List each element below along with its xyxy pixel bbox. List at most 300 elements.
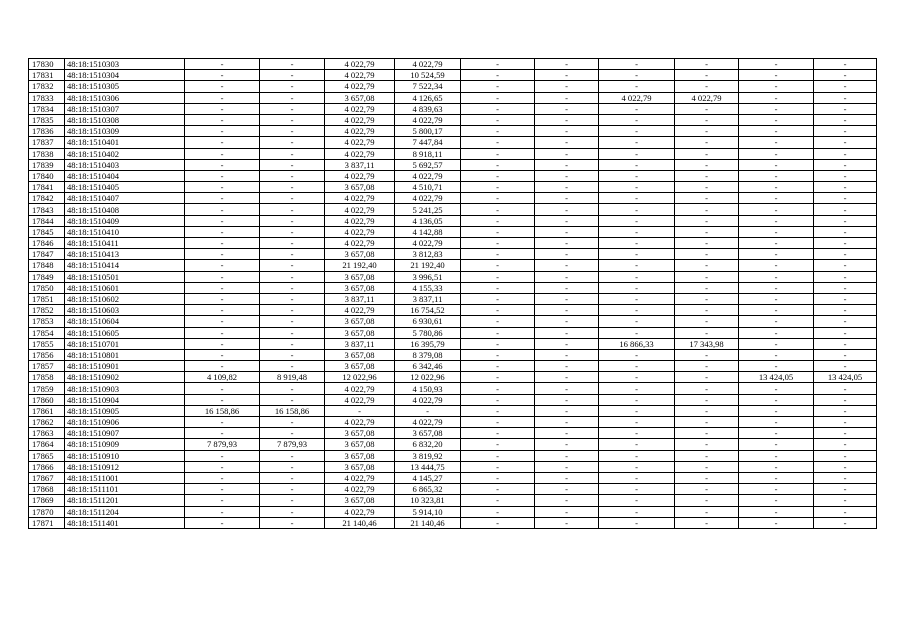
value-cell: - [185,316,260,327]
value-cell: - [739,316,814,327]
value-cell: - [739,506,814,517]
value-cell: - [260,293,325,304]
value-cell: - [739,114,814,125]
row-number-cell: 17831 [29,70,65,81]
value-cell: - [461,215,535,226]
value-cell: - [675,204,739,215]
value-cell: - [461,428,535,439]
value-cell: - [599,517,675,528]
cadastral-number-cell: 48:18:1510409 [65,215,185,226]
value-cell: - [814,271,877,282]
value-cell: - [599,349,675,360]
value-cell: - [739,193,814,204]
value-cell: 4 022,79 [395,394,461,405]
value-cell: 4 022,79 [395,114,461,125]
value-cell: - [535,484,599,495]
value-cell: - [739,249,814,260]
value-cell: - [185,70,260,81]
value-cell: - [461,103,535,114]
value-cell: - [260,361,325,372]
value-cell: - [461,170,535,181]
value-cell: - [461,305,535,316]
value-cell: - [599,405,675,416]
row-number-cell: 17830 [29,59,65,70]
value-cell: 4 022,79 [325,472,395,483]
value-cell: - [535,137,599,148]
value-cell: - [535,59,599,70]
value-cell: - [535,316,599,327]
value-cell: - [260,126,325,137]
value-cell: - [260,394,325,405]
value-cell: - [739,159,814,170]
row-number-cell: 17856 [29,349,65,360]
value-cell: - [814,417,877,428]
cadastral-number-cell: 48:18:1511001 [65,472,185,483]
table-row [29,193,877,204]
value-cell: 4 022,79 [325,81,395,92]
value-cell: - [260,182,325,193]
value-cell: - [260,226,325,237]
value-cell: 4 136,05 [395,215,461,226]
value-cell: - [675,282,739,293]
value-cell: - [395,405,461,416]
value-cell: 6 865,32 [395,484,461,495]
table-row [29,148,877,159]
value-cell: - [675,215,739,226]
value-cell: - [535,148,599,159]
value-cell: 4 022,79 [325,226,395,237]
value-cell: 4 022,79 [325,126,395,137]
table-row [29,137,877,148]
value-cell: - [599,506,675,517]
value-cell: 4 022,79 [675,92,739,103]
value-cell: - [739,271,814,282]
table-row [29,405,877,416]
value-cell: 3 657,08 [325,495,395,506]
table-row [29,293,877,304]
value-cell: 3 657,08 [325,316,395,327]
value-cell: - [260,450,325,461]
value-cell: - [185,271,260,282]
value-cell: - [260,338,325,349]
value-cell: - [185,349,260,360]
value-cell: - [739,383,814,394]
table-row [29,114,877,125]
value-cell: 16 395,79 [395,338,461,349]
value-cell: - [535,215,599,226]
value-cell: - [535,349,599,360]
row-number-cell: 17844 [29,215,65,226]
cadastral-number-cell: 48:18:1510603 [65,305,185,316]
value-cell: - [461,383,535,394]
table-row [29,428,877,439]
value-cell: - [814,361,877,372]
value-cell: - [599,495,675,506]
value-cell: - [260,305,325,316]
value-cell: - [675,349,739,360]
value-cell: - [260,215,325,226]
value-cell: 3 657,08 [325,92,395,103]
value-cell: - [260,417,325,428]
value-cell: - [535,182,599,193]
value-cell: - [185,417,260,428]
value-cell: - [461,461,535,472]
value-cell: - [814,126,877,137]
value-cell: - [814,114,877,125]
value-cell: - [461,282,535,293]
table-row [29,204,877,215]
value-cell: - [675,70,739,81]
cadastral-number-cell: 48:18:1510403 [65,159,185,170]
value-cell: - [814,226,877,237]
value-cell: - [461,159,535,170]
cadastral-number-cell: 48:18:1510407 [65,193,185,204]
value-cell: - [599,103,675,114]
value-cell: 4 022,79 [395,193,461,204]
value-cell: - [260,495,325,506]
table-row [29,249,877,260]
value-cell: 7 879,93 [260,439,325,450]
value-cell: 5 800,17 [395,126,461,137]
value-cell: - [260,484,325,495]
value-cell: 4 022,79 [325,305,395,316]
value-cell: - [535,204,599,215]
value-cell: - [185,249,260,260]
value-cell: - [535,226,599,237]
value-cell: - [185,148,260,159]
value-cell: - [185,238,260,249]
value-cell: - [461,137,535,148]
value-cell: - [461,517,535,528]
value-cell: - [260,159,325,170]
cadastral-number-cell: 48:18:1510701 [65,338,185,349]
value-cell: 4 022,79 [325,170,395,181]
value-cell: - [185,215,260,226]
value-cell: - [260,193,325,204]
value-cell: - [535,472,599,483]
table-row [29,417,877,428]
value-cell: - [675,484,739,495]
value-cell: - [599,193,675,204]
value-cell: - [814,383,877,394]
row-number-cell: 17861 [29,405,65,416]
value-cell: - [739,517,814,528]
cadastral-number-cell: 48:18:1510912 [65,461,185,472]
value-cell: - [599,215,675,226]
cadastral-number-cell: 48:18:1510801 [65,349,185,360]
value-cell: - [675,249,739,260]
row-number-cell: 17855 [29,338,65,349]
value-cell: - [739,170,814,181]
value-cell: - [675,472,739,483]
cadastral-number-cell: 48:18:1510601 [65,282,185,293]
value-cell: - [599,316,675,327]
value-cell: - [675,517,739,528]
value-cell: 21 192,40 [325,260,395,271]
value-cell: - [814,305,877,316]
value-cell: - [599,327,675,338]
value-cell: - [185,305,260,316]
value-cell: - [535,249,599,260]
value-cell: - [185,383,260,394]
cadastral-number-cell: 48:18:1510906 [65,417,185,428]
value-cell: - [185,126,260,137]
value-cell: - [260,249,325,260]
cadastral-number-cell: 48:18:1510413 [65,249,185,260]
value-cell: - [739,238,814,249]
table-row [29,226,877,237]
value-cell: 7 879,93 [185,439,260,450]
value-cell: - [260,271,325,282]
value-cell: - [739,215,814,226]
row-number-cell: 17841 [29,182,65,193]
value-cell: 3 657,08 [325,271,395,282]
value-cell: - [461,126,535,137]
value-cell: 4 150,93 [395,383,461,394]
row-number-cell: 17837 [29,137,65,148]
value-cell: 6 930,61 [395,316,461,327]
value-cell: 4 022,79 [395,238,461,249]
value-cell: - [814,92,877,103]
value-cell: - [535,170,599,181]
value-cell: - [461,361,535,372]
value-cell: 4 022,79 [325,506,395,517]
value-cell: - [814,394,877,405]
value-cell: - [814,439,877,450]
value-cell: - [599,260,675,271]
value-cell: 3 657,08 [325,428,395,439]
value-cell: 4 022,79 [325,103,395,114]
row-number-cell: 17858 [29,372,65,383]
table-row [29,305,877,316]
value-cell: - [739,461,814,472]
cadastral-number-cell: 48:18:1510404 [65,170,185,181]
value-cell: - [814,472,877,483]
value-cell: 16 866,33 [599,338,675,349]
row-number-cell: 17836 [29,126,65,137]
value-cell: - [599,484,675,495]
value-cell: 3 819,92 [395,450,461,461]
value-cell: - [599,282,675,293]
cadastral-number-cell: 48:18:1510304 [65,70,185,81]
value-cell: - [461,182,535,193]
value-cell: 4 142,88 [395,226,461,237]
value-cell: - [260,517,325,528]
value-cell: - [535,159,599,170]
value-cell: - [599,226,675,237]
value-cell: - [814,461,877,472]
value-cell: - [185,170,260,181]
value-cell: - [739,293,814,304]
value-cell: - [675,439,739,450]
cadastral-number-cell: 48:18:1510303 [65,59,185,70]
value-cell: - [260,114,325,125]
value-cell: - [461,394,535,405]
value-cell: 4 145,27 [395,472,461,483]
value-cell: 3 837,11 [325,338,395,349]
value-cell: - [260,238,325,249]
cadastral-number-cell: 48:18:1510604 [65,316,185,327]
value-cell: - [535,305,599,316]
table-row [29,450,877,461]
value-cell: - [461,249,535,260]
value-cell: 4 022,79 [325,417,395,428]
value-cell: 4 126,65 [395,92,461,103]
value-cell: - [739,59,814,70]
row-number-cell: 17870 [29,506,65,517]
row-number-cell: 17846 [29,238,65,249]
row-number-cell: 17860 [29,394,65,405]
row-number-cell: 17852 [29,305,65,316]
table-row [29,59,877,70]
row-number-cell: 17853 [29,316,65,327]
value-cell: - [739,338,814,349]
row-number-cell: 17850 [29,282,65,293]
value-cell: - [814,70,877,81]
cadastral-number-cell: 48:18:1510401 [65,137,185,148]
value-cell: 4 155,33 [395,282,461,293]
value-cell: 5 914,10 [395,506,461,517]
value-cell: - [675,271,739,282]
value-cell: - [739,472,814,483]
value-cell: - [675,59,739,70]
row-number-cell: 17848 [29,260,65,271]
value-cell: - [461,92,535,103]
value-cell: - [599,394,675,405]
cadastral-number-cell: 48:18:1510902 [65,372,185,383]
value-cell: - [260,103,325,114]
value-cell: 8 379,08 [395,349,461,360]
value-cell: - [599,182,675,193]
value-cell: - [535,81,599,92]
row-number-cell: 17845 [29,226,65,237]
table-row [29,81,877,92]
value-cell: 3 837,11 [325,159,395,170]
value-cell: 4 022,79 [325,70,395,81]
value-cell: - [535,428,599,439]
value-cell: - [535,517,599,528]
table-row [29,159,877,170]
value-cell: - [260,282,325,293]
value-cell: - [185,506,260,517]
row-number-cell: 17869 [29,495,65,506]
table-row [29,327,877,338]
cadastral-number-cell: 48:18:1510411 [65,238,185,249]
value-cell: - [675,361,739,372]
cadastral-number-cell: 48:18:1510306 [65,92,185,103]
value-cell: - [599,204,675,215]
value-cell: - [535,103,599,114]
value-cell: - [739,92,814,103]
value-cell: - [535,361,599,372]
table-row [29,472,877,483]
value-cell: - [599,417,675,428]
cadastral-number-cell: 48:18:1510901 [65,361,185,372]
value-cell: 5 241,25 [395,204,461,215]
value-cell: - [185,92,260,103]
value-cell: - [461,405,535,416]
value-cell: - [599,249,675,260]
cadastral-number-cell: 48:18:1510905 [65,405,185,416]
value-cell: - [535,405,599,416]
value-cell: - [675,495,739,506]
value-cell: - [814,316,877,327]
value-cell: - [739,349,814,360]
cadastral-number-cell: 48:18:1510602 [65,293,185,304]
value-cell: - [185,361,260,372]
cadastral-number-cell: 48:18:1510405 [65,182,185,193]
value-cell: - [185,517,260,528]
cadastral-number-cell: 48:18:1511401 [65,517,185,528]
value-cell: - [461,439,535,450]
row-number-cell: 17834 [29,103,65,114]
value-cell: - [739,405,814,416]
value-cell: - [461,81,535,92]
value-cell: - [185,81,260,92]
value-cell: - [260,148,325,159]
row-number-cell: 17838 [29,148,65,159]
value-cell: - [535,417,599,428]
value-cell: - [461,70,535,81]
value-cell: - [814,137,877,148]
row-number-cell: 17871 [29,517,65,528]
value-cell: 3 657,08 [395,428,461,439]
value-cell: - [675,170,739,181]
value-cell: - [185,103,260,114]
value-cell: - [461,506,535,517]
value-cell: 3 657,08 [325,249,395,260]
value-cell: - [814,506,877,517]
table-row [29,495,877,506]
value-cell: - [185,338,260,349]
table-row [29,484,877,495]
value-cell: - [739,70,814,81]
table-row [29,238,877,249]
value-cell: - [739,495,814,506]
value-cell: - [814,249,877,260]
value-cell: - [599,238,675,249]
value-cell: - [535,338,599,349]
table-row [29,394,877,405]
value-cell: - [535,260,599,271]
value-cell: 5 692,57 [395,159,461,170]
value-cell: - [814,193,877,204]
value-cell: 4 022,79 [325,137,395,148]
value-cell: - [675,405,739,416]
table-row [29,182,877,193]
cadastral-number-cell: 48:18:1511204 [65,506,185,517]
table-row [29,271,877,282]
value-cell: - [814,349,877,360]
value-cell: - [535,126,599,137]
value-cell: - [535,327,599,338]
value-cell: 4 022,79 [325,238,395,249]
cadastral-number-cell: 48:18:1511201 [65,495,185,506]
value-cell: - [260,472,325,483]
value-cell: - [599,170,675,181]
value-cell: - [461,484,535,495]
value-cell: - [675,506,739,517]
value-cell: - [599,372,675,383]
table-row [29,282,877,293]
value-cell: 4 510,71 [395,182,461,193]
value-cell: 13 444,75 [395,461,461,472]
value-cell: 16 158,86 [185,405,260,416]
value-cell: - [461,271,535,282]
value-cell: - [535,271,599,282]
value-cell: - [185,495,260,506]
value-cell: 21 140,46 [325,517,395,528]
